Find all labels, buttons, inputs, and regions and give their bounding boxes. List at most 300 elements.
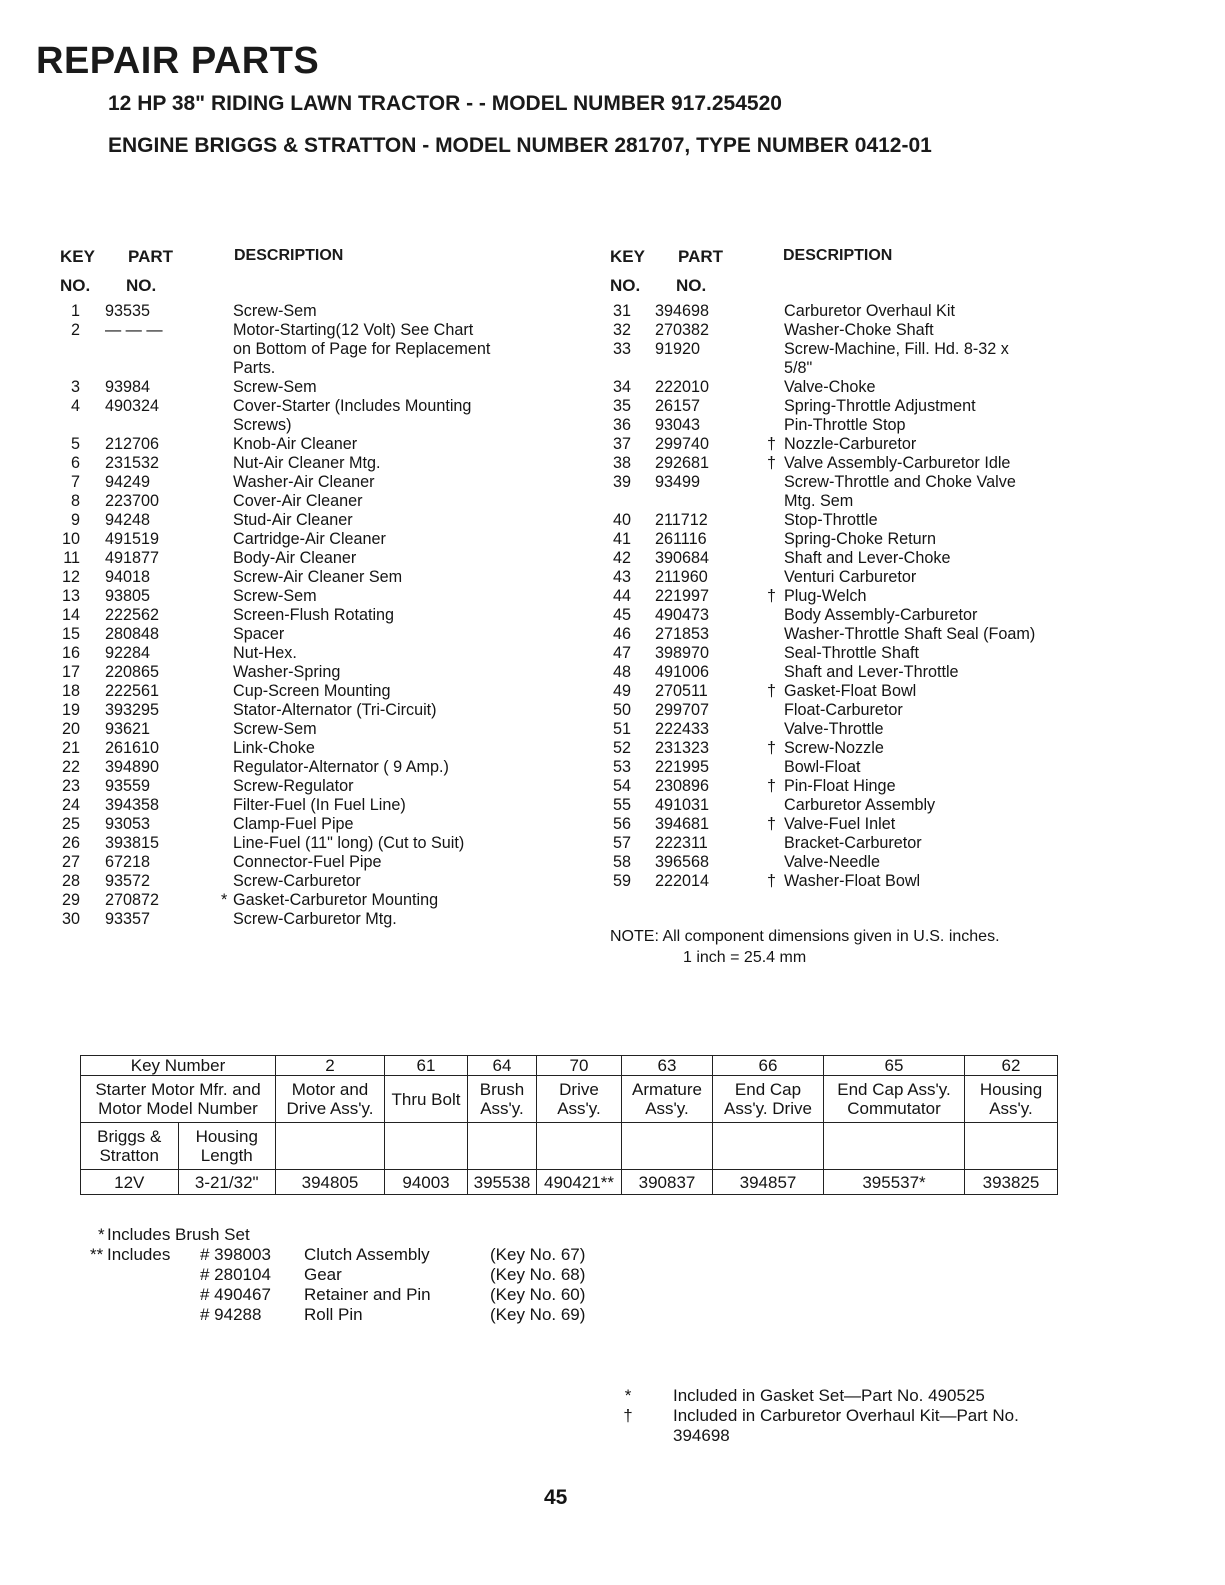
parts-row bbox=[56, 321, 576, 340]
part-number: 491519 bbox=[105, 530, 160, 548]
included-part-number: # 94288 bbox=[200, 1305, 262, 1324]
key-number: 50 bbox=[612, 701, 631, 719]
included-part-number: # 398003 bbox=[200, 1245, 271, 1264]
parts-row bbox=[56, 435, 576, 454]
part-description: Washer-Air Cleaner bbox=[233, 473, 375, 491]
key-number-cell: 66 bbox=[713, 1056, 824, 1076]
key-number: 31 bbox=[612, 302, 631, 320]
key-number: 12 bbox=[61, 568, 80, 586]
voltage-value: 12V bbox=[81, 1170, 178, 1194]
parts-row bbox=[607, 796, 1127, 815]
blank-cell bbox=[965, 1123, 1058, 1170]
part-number: 93805 bbox=[105, 587, 151, 605]
key-number: 35 bbox=[612, 397, 631, 415]
part-number: 292681 bbox=[655, 454, 710, 472]
key-number: 39 bbox=[612, 473, 631, 491]
part-description: Connector-Fuel Pipe bbox=[233, 853, 382, 871]
parts-row bbox=[607, 815, 1127, 834]
part-description: Screw-Sem bbox=[233, 378, 317, 396]
part-description: Washer-Choke Shaft bbox=[784, 321, 934, 339]
parts-row bbox=[607, 511, 1127, 530]
key-number: 11 bbox=[63, 549, 80, 567]
part-number: 223700 bbox=[105, 492, 160, 510]
part-description: Nut-Air Cleaner Mtg. bbox=[233, 454, 381, 472]
double-star-mark: ** bbox=[90, 1245, 104, 1264]
part-name-cell: Housing Ass'y. bbox=[965, 1076, 1058, 1123]
parts-row bbox=[56, 473, 576, 492]
part-no-header-left: NO. bbox=[126, 276, 157, 295]
parts-row bbox=[56, 644, 576, 663]
kit-marker: † bbox=[767, 435, 777, 453]
key-number: 29 bbox=[61, 891, 80, 909]
part-description: Washer-Float Bowl bbox=[784, 872, 921, 890]
key-number: 58 bbox=[612, 853, 631, 871]
key-number: 55 bbox=[612, 796, 631, 814]
part-description: Regulator-Alternator ( 9 Amp.) bbox=[233, 758, 449, 776]
parts-row bbox=[607, 549, 1127, 568]
key-number: 33 bbox=[612, 340, 631, 358]
part-description: Valve-Needle bbox=[784, 853, 880, 871]
blank-cell bbox=[537, 1123, 622, 1170]
key-number: 9 bbox=[70, 511, 80, 529]
gasket-set-note: Included in Gasket Set—Part No. 490525 bbox=[673, 1386, 985, 1405]
part-header-right: PART bbox=[678, 247, 724, 266]
key-number: 18 bbox=[61, 682, 80, 700]
brush-set-note: Includes Brush Set bbox=[107, 1225, 250, 1244]
part-number: 280848 bbox=[105, 625, 160, 643]
part-description: Nut-Hex. bbox=[233, 644, 297, 662]
key-number-cell: 63 bbox=[622, 1056, 713, 1076]
part-number: 221997 bbox=[655, 587, 710, 605]
parts-row bbox=[56, 492, 576, 511]
part-description: Pin-Float Hinge bbox=[784, 777, 896, 795]
part-description: Cup-Screen Mounting bbox=[233, 682, 391, 700]
parts-row bbox=[56, 701, 576, 720]
page-title: REPAIR PARTS bbox=[36, 40, 320, 82]
key-number: 26 bbox=[61, 834, 80, 852]
key-number: 4 bbox=[70, 397, 80, 415]
included-part-name: Gear bbox=[304, 1265, 342, 1284]
part-number: 490324 bbox=[105, 397, 160, 415]
parts-row bbox=[56, 834, 576, 853]
note-conversion: 1 inch = 25.4 mm bbox=[683, 949, 807, 966]
part-description: Gasket-Float Bowl bbox=[784, 682, 917, 700]
note-line: NOTE: All component dimensions given in U.S. inches. bbox=[610, 928, 1000, 945]
part-description: Valve-Choke bbox=[784, 378, 876, 396]
key-number-cell: 70 bbox=[537, 1056, 622, 1076]
key-number: 54 bbox=[612, 777, 631, 795]
part-description: Spacer bbox=[233, 625, 285, 643]
part-number: 261610 bbox=[105, 739, 160, 757]
key-number: 27 bbox=[61, 853, 80, 871]
part-number: 94249 bbox=[105, 473, 151, 491]
part-number: 222433 bbox=[655, 720, 710, 738]
parts-row bbox=[56, 359, 576, 378]
part-description: on Bottom of Page for Replacement bbox=[233, 340, 491, 358]
key-number: 6 bbox=[70, 454, 80, 472]
part-number-cell: 395538 bbox=[468, 1170, 537, 1195]
parts-row bbox=[56, 625, 576, 644]
part-description: Cover-Starter (Includes Mounting bbox=[233, 397, 472, 415]
part-number-cell: 490421** bbox=[537, 1170, 622, 1195]
part-description: Screw-Nozzle bbox=[784, 739, 884, 757]
key-number: 43 bbox=[612, 568, 631, 586]
page-number: 45 bbox=[544, 1486, 568, 1509]
part-description: Gasket-Carburetor Mounting bbox=[233, 891, 439, 909]
part-number: 299740 bbox=[655, 435, 710, 453]
key-number-cell: 2 bbox=[276, 1056, 385, 1076]
parts-row bbox=[607, 473, 1127, 492]
blank-cell bbox=[468, 1123, 537, 1170]
part-description: 5/8" bbox=[784, 359, 813, 377]
key-header-right: KEY bbox=[610, 247, 645, 266]
part-description: Stop-Throttle bbox=[784, 511, 878, 529]
part-description: Filter-Fuel (In Fuel Line) bbox=[233, 796, 406, 814]
parts-row bbox=[56, 606, 576, 625]
part-description: Link-Choke bbox=[233, 739, 315, 757]
dimension-note bbox=[610, 926, 1000, 968]
part-number: 231532 bbox=[105, 454, 160, 472]
included-part-name: Retainer and Pin bbox=[304, 1285, 431, 1304]
part-number: 299707 bbox=[655, 701, 710, 719]
key-number: 34 bbox=[612, 378, 631, 396]
parts-row bbox=[607, 378, 1127, 397]
part-description: Pin-Throttle Stop bbox=[784, 416, 906, 434]
part-number-cell: 390837 bbox=[622, 1170, 713, 1195]
kit-marker: † bbox=[767, 587, 777, 605]
key-number: 24 bbox=[61, 796, 80, 814]
part-name-cell: Motor and Drive Ass'y. bbox=[276, 1076, 385, 1123]
key-number: 49 bbox=[612, 682, 631, 700]
parts-row bbox=[607, 853, 1127, 872]
key-number: 30 bbox=[61, 910, 80, 928]
key-no-header-left: NO. bbox=[60, 276, 91, 295]
key-number: 17 bbox=[61, 663, 80, 681]
part-number: 491031 bbox=[655, 796, 710, 814]
part-number: 211960 bbox=[655, 568, 708, 586]
part-number: 393815 bbox=[105, 834, 160, 852]
parts-row bbox=[56, 549, 576, 568]
part-number: 270872 bbox=[105, 891, 160, 909]
part-number: 67218 bbox=[105, 853, 151, 871]
part-description: Nozzle-Carburetor bbox=[784, 435, 917, 453]
blank-cell bbox=[622, 1123, 713, 1170]
part-number: 390684 bbox=[655, 549, 710, 567]
part-number: 261116 bbox=[655, 530, 707, 548]
key-number: 13 bbox=[61, 587, 80, 605]
part-no-header-right: NO. bbox=[676, 276, 707, 295]
key-number: 19 bbox=[61, 701, 80, 719]
key-number: 23 bbox=[61, 777, 80, 795]
part-number: 222562 bbox=[105, 606, 160, 624]
blank-cell bbox=[713, 1123, 824, 1170]
part-description: Screw-Sem bbox=[233, 720, 317, 738]
key-number: 28 bbox=[61, 872, 80, 890]
part-description: Washer-Throttle Shaft Seal (Foam) bbox=[784, 625, 1036, 643]
parts-list-right bbox=[607, 302, 1127, 891]
parts-row bbox=[56, 397, 576, 416]
key-number: 47 bbox=[612, 644, 631, 662]
parts-row bbox=[56, 891, 576, 910]
included-part-number: # 280104 bbox=[200, 1265, 271, 1284]
parts-row bbox=[56, 910, 576, 929]
part-name-cell: Armature Ass'y. bbox=[622, 1076, 713, 1123]
key-number: 51 bbox=[612, 720, 631, 738]
part-number: 220865 bbox=[105, 663, 160, 681]
part-number: 394890 bbox=[105, 758, 160, 776]
blank-cell bbox=[276, 1123, 385, 1170]
part-number: 230896 bbox=[655, 777, 710, 795]
part-description: Shaft and Lever-Choke bbox=[784, 549, 951, 567]
part-description: Valve-Throttle bbox=[784, 720, 884, 738]
kit-marker: † bbox=[767, 872, 777, 890]
part-number: 393295 bbox=[105, 701, 160, 719]
part-description: Screw-Sem bbox=[233, 587, 317, 605]
parts-row bbox=[607, 454, 1127, 473]
part-number: 222010 bbox=[655, 378, 710, 396]
parts-row bbox=[56, 853, 576, 872]
key-number-cell: 62 bbox=[965, 1056, 1058, 1076]
key-header-left: KEY bbox=[60, 247, 95, 266]
part-description: Spring-Throttle Adjustment bbox=[784, 397, 976, 415]
parts-row bbox=[607, 872, 1127, 891]
symbol-legend bbox=[618, 1386, 1019, 1446]
key-number: 38 bbox=[612, 454, 631, 472]
included-part-name: Roll Pin bbox=[304, 1305, 363, 1324]
part-number: 270511 bbox=[655, 682, 708, 700]
part-number: 491877 bbox=[105, 549, 160, 567]
parts-row bbox=[607, 682, 1127, 701]
parts-row bbox=[607, 397, 1127, 416]
includes-label: Includes bbox=[107, 1245, 171, 1264]
part-number: 394358 bbox=[105, 796, 160, 814]
manufacturer-header-cell bbox=[81, 1123, 276, 1170]
key-number: 52 bbox=[612, 739, 631, 757]
part-description: Valve-Fuel Inlet bbox=[784, 815, 896, 833]
included-part-key: (Key No. 68) bbox=[490, 1265, 586, 1284]
part-number: 93572 bbox=[105, 872, 151, 890]
part-number: 94018 bbox=[105, 568, 151, 586]
blank-cell bbox=[385, 1123, 468, 1170]
part-description: Line-Fuel (11" long) (Cut to Suit) bbox=[233, 834, 465, 852]
parts-row bbox=[607, 435, 1127, 454]
kit-marker: * bbox=[221, 891, 228, 909]
parts-row bbox=[56, 511, 576, 530]
key-number: 1 bbox=[70, 302, 80, 320]
key-number: 36 bbox=[612, 416, 631, 434]
part-number: 491006 bbox=[655, 663, 710, 681]
key-number: 56 bbox=[612, 815, 631, 833]
overhaul-kit-part-number: 394698 bbox=[673, 1426, 730, 1445]
kit-marker: † bbox=[767, 739, 777, 757]
parts-row bbox=[607, 758, 1127, 777]
parts-row bbox=[56, 454, 576, 473]
tractor-model-subtitle: 12 HP 38" RIDING LAWN TRACTOR - - MODEL NUMBER 917.254520 bbox=[108, 92, 782, 115]
part-description: Carburetor Overhaul Kit bbox=[784, 302, 955, 320]
key-number: 2 bbox=[70, 321, 80, 339]
part-description: Plug-Welch bbox=[784, 587, 867, 605]
part-description: Clamp-Fuel Pipe bbox=[233, 815, 354, 833]
parts-row bbox=[607, 663, 1127, 682]
part-description: Screw-Carburetor Mtg. bbox=[233, 910, 397, 928]
parts-row bbox=[56, 340, 576, 359]
key-number: 7 bbox=[70, 473, 80, 491]
kit-marker: † bbox=[767, 682, 777, 700]
part-number: 94248 bbox=[105, 511, 151, 529]
part-number: 222311 bbox=[655, 834, 708, 852]
part-number-cell: 394857 bbox=[713, 1170, 824, 1195]
part-number: 93621 bbox=[105, 720, 151, 738]
key-number: 5 bbox=[70, 435, 80, 453]
part-description: Valve Assembly-Carburetor Idle bbox=[784, 454, 1011, 472]
part-description: Screw-Carburetor bbox=[233, 872, 361, 890]
parts-row bbox=[56, 720, 576, 739]
parts-row bbox=[56, 796, 576, 815]
housing-length-value: 3-21/32" bbox=[194, 1172, 259, 1192]
engine-model-subtitle: ENGINE BRIGGS & STRATTON - MODEL NUMBER 281707, TYPE NUMBER 0412-01 bbox=[108, 134, 932, 157]
starter-motor-chart bbox=[80, 1055, 1058, 1195]
briggs-stratton-label: Briggs & Stratton bbox=[81, 1123, 178, 1169]
key-number: 8 bbox=[70, 492, 80, 510]
starter-motor-label: Starter Motor Mfr. and Motor Model Number bbox=[81, 1076, 276, 1123]
key-number: 53 bbox=[612, 758, 631, 776]
key-number: 15 bbox=[61, 625, 80, 643]
part-description: Venturi Carburetor bbox=[784, 568, 917, 586]
key-number: 59 bbox=[612, 872, 631, 890]
part-description: Carburetor Assembly bbox=[784, 796, 936, 814]
part-number: 93535 bbox=[105, 302, 151, 320]
parts-row bbox=[607, 416, 1127, 435]
parts-row bbox=[607, 739, 1127, 758]
parts-row bbox=[607, 302, 1127, 321]
key-number: 3 bbox=[70, 378, 80, 396]
key-number: 40 bbox=[612, 511, 631, 529]
part-number: 212706 bbox=[105, 435, 160, 453]
parts-row bbox=[56, 587, 576, 606]
single-star-mark: * bbox=[98, 1225, 105, 1244]
part-description: Washer-Spring bbox=[233, 663, 341, 681]
part-number: 211712 bbox=[655, 511, 708, 529]
part-name-cell: Drive Ass'y. bbox=[537, 1076, 622, 1123]
included-part-key: (Key No. 69) bbox=[490, 1305, 586, 1324]
parts-row bbox=[56, 530, 576, 549]
part-number: 271853 bbox=[655, 625, 710, 643]
part-number: 270382 bbox=[655, 321, 710, 339]
part-number: 93984 bbox=[105, 378, 151, 396]
description-header-right: DESCRIPTION bbox=[783, 247, 893, 264]
blank-cell bbox=[824, 1123, 965, 1170]
part-description: Motor-Starting(12 Volt) See Chart bbox=[233, 321, 474, 339]
parts-row bbox=[56, 568, 576, 587]
key-number: 48 bbox=[612, 663, 631, 681]
part-description: Screws) bbox=[233, 416, 292, 434]
part-description: Seal-Throttle Shaft bbox=[784, 644, 919, 662]
parts-row bbox=[607, 492, 1127, 511]
parts-row bbox=[56, 378, 576, 397]
overhaul-kit-symbol: † bbox=[623, 1406, 633, 1425]
key-number: 42 bbox=[612, 549, 631, 567]
key-no-header-right: NO. bbox=[610, 276, 641, 295]
parts-row bbox=[607, 530, 1127, 549]
key-number: 57 bbox=[612, 834, 631, 852]
part-description: Bowl-Float bbox=[784, 758, 861, 776]
key-number-cell: 64 bbox=[468, 1056, 537, 1076]
parts-list-left bbox=[56, 302, 576, 929]
part-description: Stator-Alternator (Tri-Circuit) bbox=[233, 701, 437, 719]
gasket-set-symbol: * bbox=[624, 1386, 632, 1405]
part-number-cell: 395537* bbox=[824, 1170, 965, 1195]
key-number: 21 bbox=[61, 739, 80, 757]
key-number: 22 bbox=[61, 758, 80, 776]
part-description: Mtg. Sem bbox=[784, 492, 854, 510]
part-number: 93559 bbox=[105, 777, 151, 795]
kit-marker: † bbox=[767, 815, 777, 833]
part-description: Knob-Air Cleaner bbox=[233, 435, 358, 453]
included-part-key: (Key No. 67) bbox=[490, 1245, 586, 1264]
key-number: 10 bbox=[61, 530, 80, 548]
parts-row bbox=[56, 777, 576, 796]
key-number-cell: 65 bbox=[824, 1056, 965, 1076]
key-number: 25 bbox=[61, 815, 80, 833]
manufacturer-value-cell bbox=[81, 1170, 276, 1195]
part-description: Screw-Throttle and Choke Valve bbox=[784, 473, 1016, 491]
part-name-cell: End Cap Ass'y. Commutator bbox=[824, 1076, 965, 1123]
part-number: 394698 bbox=[655, 302, 710, 320]
included-part-name: Clutch Assembly bbox=[304, 1245, 430, 1264]
part-description: Cover-Air Cleaner bbox=[233, 492, 363, 510]
parts-row bbox=[607, 321, 1127, 340]
part-number-cell: 94003 bbox=[385, 1170, 468, 1195]
kit-marker: † bbox=[767, 777, 777, 795]
parts-row bbox=[607, 720, 1127, 739]
part-description: Cartridge-Air Cleaner bbox=[233, 530, 386, 548]
overhaul-kit-note: Included in Carburetor Overhaul Kit—Part No. bbox=[673, 1406, 1019, 1425]
parts-row bbox=[56, 663, 576, 682]
part-description: Screw-Sem bbox=[233, 302, 317, 320]
part-description: Screw-Machine, Fill. Hd. 8-32 x bbox=[784, 340, 1009, 358]
key-number: 14 bbox=[61, 606, 80, 624]
part-number: 93053 bbox=[105, 815, 151, 833]
part-number: 398970 bbox=[655, 644, 710, 662]
parts-row bbox=[607, 606, 1127, 625]
parts-row bbox=[56, 739, 576, 758]
part-number: 93499 bbox=[655, 473, 701, 491]
part-number: 490473 bbox=[655, 606, 710, 624]
part-number: 26157 bbox=[655, 397, 701, 415]
part-number: 394681 bbox=[655, 815, 710, 833]
part-number-cell: 394805 bbox=[276, 1170, 385, 1195]
key-number: 32 bbox=[612, 321, 631, 339]
description-header-left: DESCRIPTION bbox=[234, 247, 344, 264]
housing-length-label: Housing Length bbox=[195, 1127, 258, 1165]
parts-row bbox=[607, 340, 1127, 359]
part-name-cell: Brush Ass'y. bbox=[468, 1076, 537, 1123]
part-number-cell: 393825 bbox=[965, 1170, 1058, 1195]
key-number: 16 bbox=[61, 644, 80, 662]
included-part-number: # 490467 bbox=[200, 1285, 271, 1304]
parts-row bbox=[607, 834, 1127, 853]
parts-row bbox=[607, 701, 1127, 720]
part-number: 222014 bbox=[655, 872, 710, 890]
parts-row bbox=[56, 872, 576, 891]
parts-row bbox=[607, 625, 1127, 644]
parts-row bbox=[607, 777, 1127, 796]
part-number: 93043 bbox=[655, 416, 701, 434]
part-description: Stud-Air Cleaner bbox=[233, 511, 353, 529]
parts-row bbox=[607, 568, 1127, 587]
part-description: Screw-Regulator bbox=[233, 777, 354, 795]
part-number: 93357 bbox=[105, 910, 151, 928]
